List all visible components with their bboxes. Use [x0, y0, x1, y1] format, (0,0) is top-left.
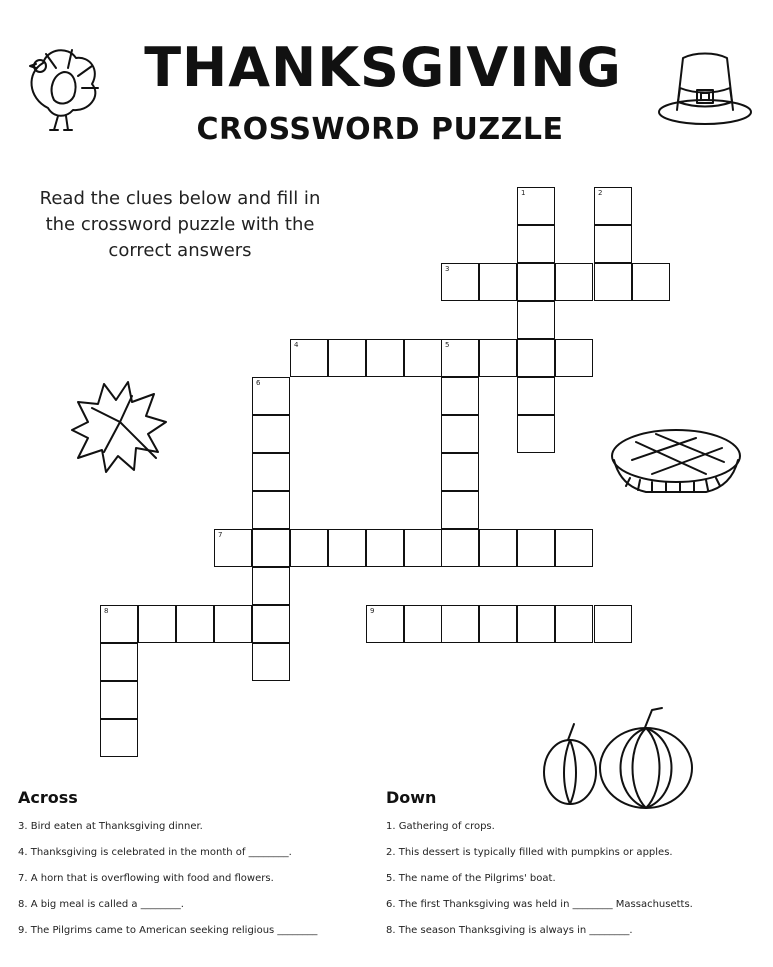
grid-cell[interactable] [594, 187, 632, 225]
grid-cell[interactable] [252, 453, 290, 491]
grid-cell[interactable] [517, 301, 555, 339]
grid-cell[interactable] [328, 339, 366, 377]
grid-cell[interactable] [138, 605, 176, 643]
grid-cell[interactable] [479, 263, 517, 301]
across-clue: 4. Thanksgiving is celebrated in the month of ________. [18, 847, 292, 858]
grid-cell[interactable] [441, 339, 479, 377]
grid-cell[interactable] [176, 605, 214, 643]
across-clue: 8. A big meal is called a ________. [18, 899, 184, 910]
grid-cell[interactable] [100, 681, 138, 719]
grid-cell[interactable] [252, 377, 290, 415]
grid-cell[interactable] [366, 339, 404, 377]
grid-cell[interactable] [517, 263, 555, 301]
clue-number: 4 [294, 341, 299, 349]
grid-cell[interactable] [290, 529, 328, 567]
grid-cell[interactable] [290, 339, 328, 377]
turkey-icon [18, 38, 108, 138]
grid-cell[interactable] [517, 225, 555, 263]
grid-cell[interactable] [479, 339, 517, 377]
clue-number: 2 [598, 189, 603, 197]
clue-number: 3 [445, 265, 450, 273]
grid-cell[interactable] [252, 491, 290, 529]
grid-cell[interactable] [555, 605, 593, 643]
down-clue: 2. This dessert is typically filled with pumpkins or apples. [386, 847, 673, 858]
across-clue: 3. Bird eaten at Thanksgiving dinner. [18, 821, 203, 832]
grid-cell[interactable] [517, 339, 555, 377]
grid-cell[interactable] [252, 643, 290, 681]
clue-number: 8 [104, 607, 109, 615]
grid-cell[interactable] [441, 605, 479, 643]
grid-cell[interactable] [441, 377, 479, 415]
grid-cell[interactable] [594, 263, 632, 301]
down-heading: Down [386, 788, 437, 807]
clue-number: 1 [521, 189, 526, 197]
clue-number: 5 [445, 341, 450, 349]
grid-cell[interactable] [100, 719, 138, 757]
grid-cell[interactable] [594, 225, 632, 263]
down-clue: 6. The first Thanksgiving was held in ________ Massachusetts. [386, 899, 693, 910]
grid-cell[interactable] [441, 453, 479, 491]
pilgrim-hat-icon [655, 48, 755, 133]
grid-cell[interactable] [252, 605, 290, 643]
grid-cell[interactable] [100, 605, 138, 643]
grid-cell[interactable] [479, 605, 517, 643]
grid-cell[interactable] [594, 605, 632, 643]
grid-cell[interactable] [100, 643, 138, 681]
down-clue: 8. The season Thanksgiving is always in ________. [386, 925, 633, 936]
page-title: THANKSGIVING [144, 36, 622, 99]
grid-cell[interactable] [441, 415, 479, 453]
grid-cell[interactable] [366, 605, 404, 643]
grid-cell[interactable] [214, 605, 252, 643]
page-subtitle: CROSSWORD PUZZLE [196, 112, 564, 147]
grid-cell[interactable] [404, 529, 442, 567]
pie-icon [606, 420, 746, 500]
grid-cell[interactable] [252, 415, 290, 453]
grid-cell[interactable] [252, 529, 290, 567]
grid-cell[interactable] [214, 529, 252, 567]
down-clue: 5. The name of the Pilgrims' boat. [386, 873, 556, 884]
grid-cell[interactable] [441, 491, 479, 529]
grid-cell[interactable] [555, 263, 593, 301]
instructions-text: Read the clues below and fill in the crossword puzzle with the correct answers [39, 188, 321, 261]
across-heading: Across [18, 788, 78, 807]
grid-cell[interactable] [252, 567, 290, 605]
grid-cell[interactable] [441, 529, 479, 567]
clue-number: 7 [218, 531, 223, 539]
grid-cell[interactable] [517, 605, 555, 643]
down-clue: 1. Gathering of crops. [386, 821, 495, 832]
across-clue: 7. A horn that is overflowing with food and flowers. [18, 873, 274, 884]
pumpkins-icon [540, 700, 700, 810]
grid-cell[interactable] [366, 529, 404, 567]
clue-number: 9 [370, 607, 375, 615]
grid-cell[interactable] [404, 339, 442, 377]
grid-cell[interactable] [441, 263, 479, 301]
clue-number: 6 [256, 379, 261, 387]
grid-cell[interactable] [517, 187, 555, 225]
grid-cell[interactable] [632, 263, 670, 301]
grid-cell[interactable] [517, 529, 555, 567]
grid-cell[interactable] [517, 415, 555, 453]
grid-cell[interactable] [479, 529, 517, 567]
grid-cell[interactable] [328, 529, 366, 567]
grid-cell[interactable] [517, 377, 555, 415]
grid-cell[interactable] [404, 605, 442, 643]
grid-cell[interactable] [555, 529, 593, 567]
maple-leaf-icon [62, 372, 172, 482]
grid-cell[interactable] [555, 339, 593, 377]
across-clue: 9. The Pilgrims came to American seeking religious ________ [18, 925, 318, 936]
